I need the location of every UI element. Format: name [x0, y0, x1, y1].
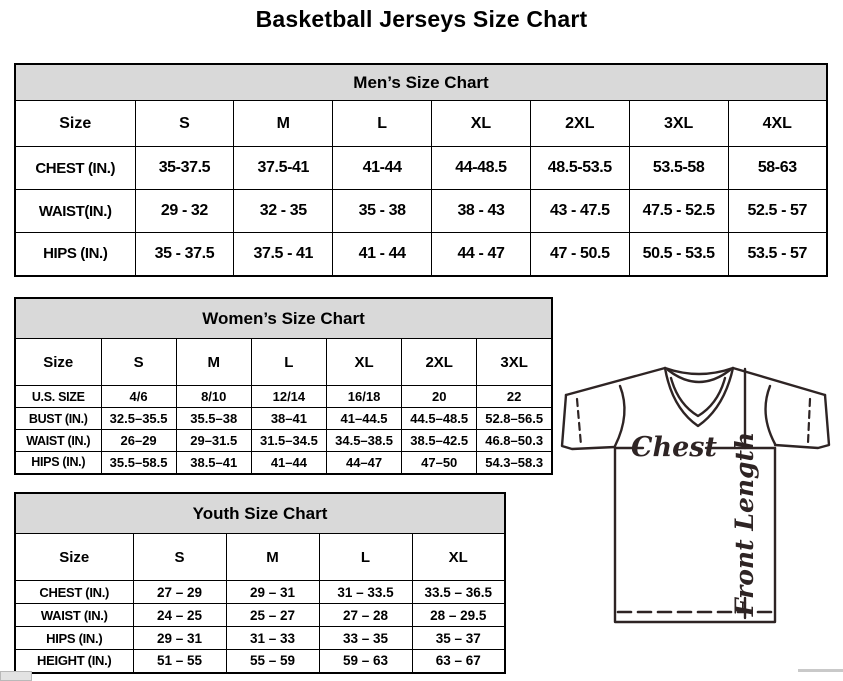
table-cell: 44 - 47: [432, 233, 531, 276]
table-row: [15, 604, 505, 627]
table-cell: 44–47: [326, 452, 401, 474]
column-header: M: [226, 534, 319, 581]
table-cell: 41–44: [251, 452, 326, 474]
jersey-left-sleeve-outline: [562, 395, 615, 449]
table-cell: 46.8–50.3: [477, 430, 552, 452]
womens-size-chart-table: [14, 297, 553, 475]
chest-label: Chest: [631, 432, 717, 463]
table-cell: 44-48.5: [432, 147, 531, 190]
table-cell: 38.5–42.5: [402, 430, 477, 452]
row-label: WAIST (IN.): [15, 430, 101, 452]
table-cell: 31.5–34.5: [251, 430, 326, 452]
table-cell: 29–31.5: [176, 430, 251, 452]
jersey-right-sleeve-seam: [766, 386, 775, 444]
table-row: [15, 430, 552, 452]
table-cell: 54.3–58.3: [477, 452, 552, 474]
table-cell: 38.5–41: [176, 452, 251, 474]
column-header: XL: [412, 534, 505, 581]
jersey-left-cuff-dashed-line: [577, 399, 581, 445]
column-header: S: [101, 339, 176, 386]
table-cell: 16/18: [326, 386, 401, 408]
table-title: Men’s Size Chart: [15, 64, 827, 101]
jersey-left-shoulder-line: [566, 368, 665, 395]
table-cell: 28 – 29.5: [412, 604, 505, 627]
page-title: Basketball Jerseys Size Chart: [255, 6, 588, 32]
row-label: WAIST (IN.): [15, 604, 133, 627]
row-label: HIPS (IN.): [15, 627, 133, 650]
column-header: M: [234, 101, 333, 147]
row-label: HEIGHT (IN.): [15, 650, 133, 673]
jersey-measurement-diagram: [552, 356, 836, 632]
table-cell: 55 – 59: [226, 650, 319, 673]
mens-size-chart-table: [14, 63, 828, 277]
column-header: XL: [432, 101, 531, 147]
table-title-row: [15, 64, 827, 101]
row-label: U.S. SIZE: [15, 386, 101, 408]
table-title: Youth Size Chart: [15, 493, 505, 534]
table-cell: 29 – 31: [133, 627, 226, 650]
table-cell: 31 – 33.5: [319, 581, 412, 604]
jersey-right-cuff-dashed-line: [808, 399, 810, 443]
table-cell: 47–50: [402, 452, 477, 474]
table-title-row: [15, 298, 552, 339]
table-cell: 26–29: [101, 430, 176, 452]
column-header: 2XL: [530, 101, 629, 147]
table-cell: 41 - 44: [333, 233, 432, 276]
table-cell: 35 - 37.5: [135, 233, 234, 276]
jersey-vneck-inner: [671, 378, 725, 416]
row-label: HIPS (IN.): [15, 233, 135, 276]
table-cell: 35 – 37: [412, 627, 505, 650]
table-row: [15, 581, 505, 604]
row-label: BUST (IN.): [15, 408, 101, 430]
table-cell: 12/14: [251, 386, 326, 408]
table-cell: 27 – 29: [133, 581, 226, 604]
table-cell: 35.5–38: [176, 408, 251, 430]
horizontal-scrollbar-fragment-right[interactable]: [798, 669, 843, 672]
table-cell: 63 – 67: [412, 650, 505, 673]
column-header: Size: [15, 339, 101, 386]
column-header: S: [133, 534, 226, 581]
table-cell: 53.5-58: [629, 147, 728, 190]
table-cell: 29 – 31: [226, 581, 319, 604]
column-header: L: [319, 534, 412, 581]
table-cell: 32 - 35: [234, 190, 333, 233]
table-cell: 43 - 47.5: [530, 190, 629, 233]
table-cell: 37.5-41: [234, 147, 333, 190]
table-cell: 47 - 50.5: [530, 233, 629, 276]
column-header: 4XL: [728, 101, 827, 147]
table-cell: 8/10: [176, 386, 251, 408]
row-label: HIPS (IN.): [15, 452, 101, 474]
column-header: XL: [326, 339, 401, 386]
table-cell: 29 - 32: [135, 190, 234, 233]
table-cell: 48.5-53.5: [530, 147, 629, 190]
table-cell: 52.8–56.5: [477, 408, 552, 430]
table-cell: 35.5–58.5: [101, 452, 176, 474]
jersey-right-shoulder-line: [733, 368, 825, 395]
table-cell: 4/6: [101, 386, 176, 408]
table-cell: 27 – 28: [319, 604, 412, 627]
table-cell: 59 – 63: [319, 650, 412, 673]
horizontal-scrollbar-fragment-left[interactable]: [0, 671, 32, 681]
table-cell: 51 – 55: [133, 650, 226, 673]
table-cell: 52.5 - 57: [728, 190, 827, 233]
jersey-left-sleeve-seam: [615, 386, 624, 446]
table-title-row: [15, 493, 505, 534]
column-header-row: [15, 534, 505, 581]
front-length-label: Front Length: [730, 431, 759, 617]
table-row: [15, 190, 827, 233]
column-header: 3XL: [477, 339, 552, 386]
table-cell: 38 - 43: [432, 190, 531, 233]
table-cell: 37.5 - 41: [234, 233, 333, 276]
column-header: Size: [15, 534, 133, 581]
table-row: [15, 408, 552, 430]
table-cell: 41–44.5: [326, 408, 401, 430]
youth-size-chart-table: [14, 492, 506, 674]
table-cell: 35 - 38: [333, 190, 432, 233]
table-row: [15, 452, 552, 474]
table-cell: 31 – 33: [226, 627, 319, 650]
table-cell: 44.5–48.5: [402, 408, 477, 430]
table-cell: 47.5 - 52.5: [629, 190, 728, 233]
table-cell: 58-63: [728, 147, 827, 190]
table-cell: 33 – 35: [319, 627, 412, 650]
table-cell: 38–41: [251, 408, 326, 430]
table-cell: 32.5–35.5: [101, 408, 176, 430]
table-cell: 53.5 - 57: [728, 233, 827, 276]
row-label: WAIST(IN.): [15, 190, 135, 233]
table-cell: 20: [402, 386, 477, 408]
table-title: Women’s Size Chart: [15, 298, 552, 339]
jersey-diagram-svg: [552, 356, 836, 632]
column-header-row: [15, 339, 552, 386]
jersey-collar-back-curve: [665, 368, 733, 374]
table-cell: 50.5 - 53.5: [629, 233, 728, 276]
column-header: Size: [15, 101, 135, 147]
table-cell: 35-37.5: [135, 147, 234, 190]
table-cell: 34.5–38.5: [326, 430, 401, 452]
column-header-row: [15, 101, 827, 147]
table-row: [15, 147, 827, 190]
column-header: S: [135, 101, 234, 147]
jersey-right-sleeve-outline: [775, 395, 829, 448]
table-cell: 41-44: [333, 147, 432, 190]
jersey-vneck-outer: [665, 368, 733, 426]
column-header: L: [333, 101, 432, 147]
table-row: [15, 233, 827, 276]
table-cell: 24 – 25: [133, 604, 226, 627]
column-header: 2XL: [402, 339, 477, 386]
column-header: 3XL: [629, 101, 728, 147]
table-cell: 33.5 – 36.5: [412, 581, 505, 604]
row-label: CHEST (IN.): [15, 147, 135, 190]
row-label: CHEST (IN.): [15, 581, 133, 604]
table-row: [15, 650, 505, 673]
table-cell: 22: [477, 386, 552, 408]
column-header: L: [251, 339, 326, 386]
table-row: [15, 627, 505, 650]
column-header: M: [176, 339, 251, 386]
table-cell: 25 – 27: [226, 604, 319, 627]
table-row: [15, 386, 552, 408]
